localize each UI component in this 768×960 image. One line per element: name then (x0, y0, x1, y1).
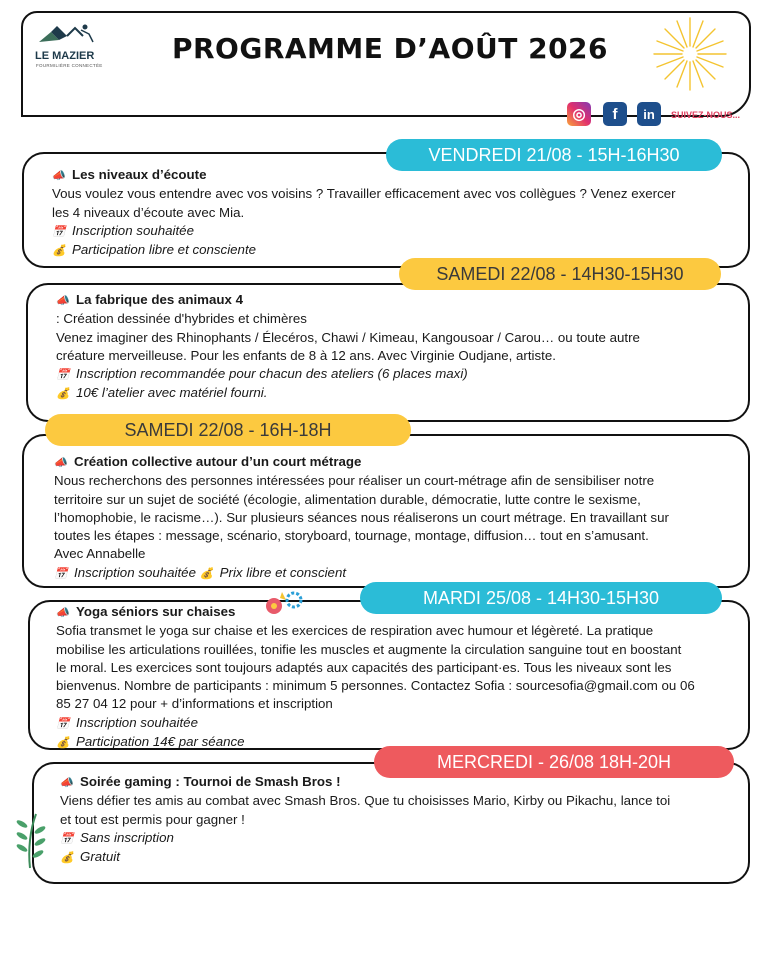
event-date-pill: MARDI 25/08 - 14H30-15H30 (360, 582, 722, 614)
event-description-line: Venez imaginer des Rhinophants / Élecéros, Chawi / Kimeau, Kangousoar / Carou… ou toute autre (56, 329, 640, 345)
megaphone-icon: 📣 (56, 295, 70, 307)
event-content (56, 603, 746, 752)
event-description-line: mobilise les articulations rouillées, tonifie les muscles et augmente la circulation sanguine tout en boostant (56, 641, 682, 657)
follow-us-label: SUIVEZ-NOUS... (671, 110, 741, 120)
megaphone-icon: 📣 (52, 170, 66, 182)
event-description-line: le moral. Les exercices sont toujours adaptés aux capacités des participant·es. Tous les niveaux sont les (56, 659, 672, 675)
money-bag-icon: 💰 (52, 245, 66, 258)
leaf-decoration-icon (10, 810, 50, 870)
logo-name: LE MAZIER (35, 50, 95, 62)
calendar-icon: 📅 (60, 832, 74, 845)
event-title: Les niveaux d’écoute (72, 167, 207, 182)
sun-decoration-icon (650, 14, 730, 94)
event-price: Participation libre et consciente (72, 242, 257, 258)
linkedin-icon[interactable]: in (637, 102, 661, 126)
calendar-icon: 📅 (56, 369, 70, 382)
event-date-pill: VENDREDI 21/08 - 15H-16H30 (386, 139, 722, 171)
megaphone-icon: 📣 (54, 457, 68, 469)
event-description-line: l’homophobie, le racisme…). Sur plusieurs séances nous réaliserons un court métrage. En travaillant sur (54, 509, 669, 525)
event-description-line: Sofia transmet le yoga sur chaise et les exercices de respiration avec humour et légèreté. La pratique (56, 623, 654, 639)
money-bag-icon: 💰 (60, 852, 74, 865)
facebook-icon[interactable]: f (603, 102, 627, 126)
event-title: Soirée gaming : Tournoi de Smash Bros ! (80, 774, 341, 789)
event-description-line: Viens défier tes amis au combat avec Smash Bros. Que tu choisisses Mario, Kirby ou Pikachu, lance toi (60, 793, 671, 809)
event-price: Gratuit (80, 849, 120, 865)
event-description-line: : Création dessinée d'hybrides et chimères (56, 311, 307, 327)
event-description-line: bienvenus. Nombre de participants : minimum 5 personnes. Contactez Sofia : sourcesofia@gmail.com ou 06 (56, 678, 695, 694)
event-price: 10€ l’atelier avec matériel fourni. (76, 385, 268, 401)
event-description-line: créature merveilleuse. Pour les enfants de 8 à 12 ans. Avec Virginie Oudjane, artiste. (56, 347, 556, 363)
event-date-pill: MERCREDI - 26/08 18H-20H (374, 746, 734, 778)
event-content (60, 773, 740, 867)
megaphone-icon: 📣 (56, 607, 70, 619)
event-inscription: Inscription souhaitée (72, 222, 194, 238)
event-title: Yoga séniors sur chaises (76, 604, 236, 619)
event-title: La fabrique des animaux 4 (76, 292, 244, 307)
event-content (52, 166, 742, 260)
event-description-line: territoire sur un sujet de société (écologie, alimentation durable, démocratie, lutte contre le sexisme, (54, 491, 641, 507)
event-description-line: les 4 niveaux d’écoute avec Mia. (52, 204, 245, 220)
event-inscription: Sans inscription (80, 829, 174, 845)
megaphone-icon: 📣 (60, 777, 74, 789)
money-bag-icon: 💰 (56, 388, 70, 401)
event-title: Création collective autour d’un court métrage (74, 454, 362, 469)
event-description-line: toutes les étapes : message, scénario, storyboard, tournage, montage, diffusion… tout en s’amusant. (54, 528, 649, 544)
le-mazier-logo-icon (37, 22, 99, 50)
event-inscription: Inscription recommandée pour chacun des ateliers (6 places maxi) (76, 366, 468, 382)
event-content (54, 453, 744, 583)
calendar-icon: 📅 (54, 567, 68, 580)
event-date-pill: SAMEDI 22/08 - 14H30-15H30 (399, 258, 721, 290)
event-description-line: Avec Annabelle (54, 546, 146, 562)
event-date-pill: SAMEDI 22/08 - 16H-18H (45, 414, 411, 446)
event-price: Prix libre et conscient (219, 564, 347, 580)
page-title: PROGRAMME D’AOÛT 2026 (171, 32, 609, 65)
instagram-icon[interactable]: ◎ (567, 102, 591, 126)
logo-subtitle: FOURMILIÈRE CONNECTÉE (36, 63, 103, 68)
event-price: Participation 14€ par séance (76, 734, 245, 750)
calendar-icon: 📅 (56, 717, 70, 730)
event-inscription: Inscription souhaitée (74, 564, 196, 580)
calendar-icon: 📅 (52, 225, 66, 238)
money-bag-icon: 💰 (56, 737, 70, 750)
money-bag-icon: 💰 (199, 567, 214, 580)
event-description-line: Nous recherchons des personnes intéressées pour réaliser un court-métrage afin de sensibiliser notre (54, 473, 655, 489)
event-description-line: et tout est permis pour gagner ! (60, 811, 245, 827)
event-description-line: Vous voulez vous entendre avec vos voisins ? Travailler efficacement avec vos collègues ? Venez exercer (52, 186, 676, 202)
event-content (56, 291, 742, 404)
event-inscription: Inscription souhaitée (76, 714, 198, 730)
event-description-line: 85 27 04 12 pour + d’informations et inscription (56, 696, 333, 712)
